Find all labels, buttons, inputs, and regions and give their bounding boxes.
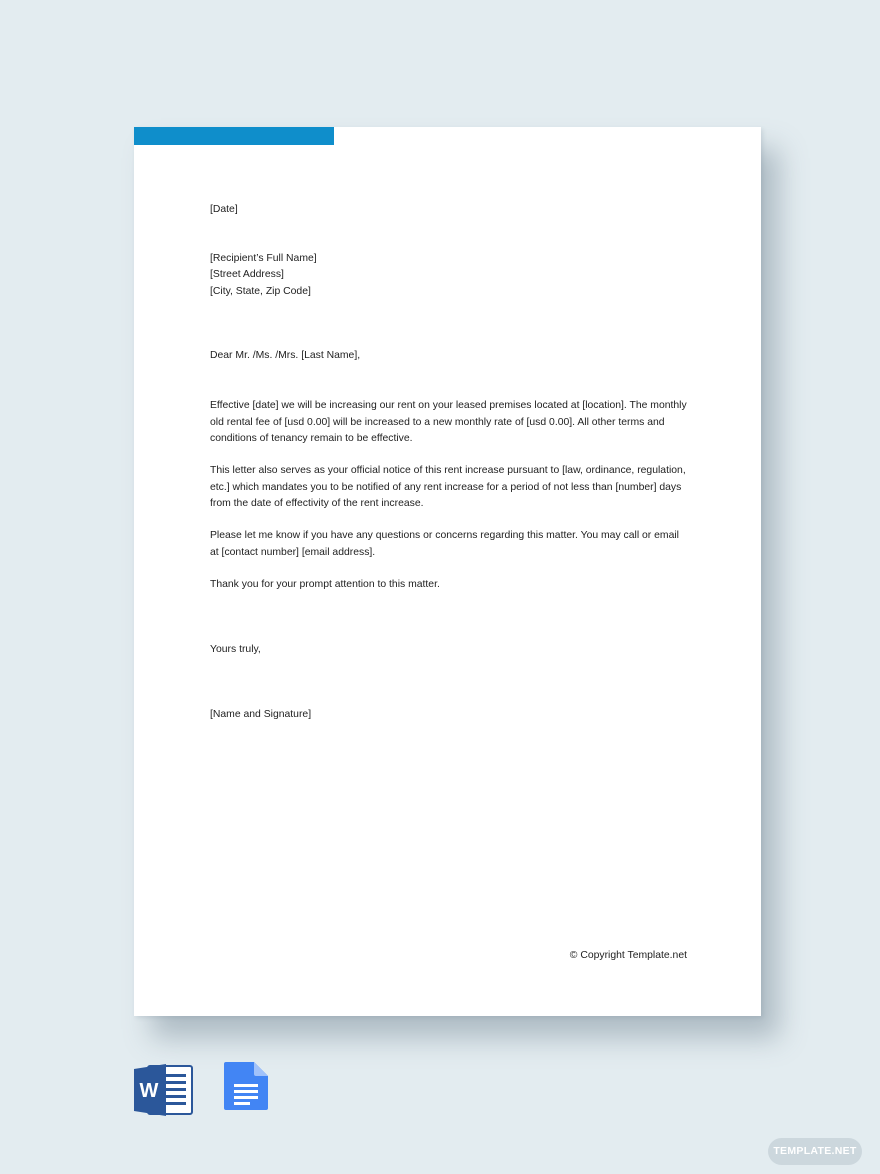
accent-bar [134, 127, 334, 145]
letter-date: [Date] [210, 204, 238, 215]
closing: Yours truly, [210, 644, 261, 655]
letter-page [134, 127, 761, 1016]
paragraph-1: Effective [date] we will be increasing our rent on your leased premises located at [location]. The monthly old rental fee of [usd 0.00] will be increased to a new monthly rate of [usd 0.00]. All other terms and conditions of tenancy remain to be effective. [210, 400, 687, 444]
recipient-name: [Recipient’s Full Name] [210, 253, 317, 264]
template-net-badge[interactable]: TEMPLATE.NET [768, 1138, 862, 1165]
paragraph-3: Please let me know if you have any questions or concerns regarding this matter. You may call or email at [contact number] [email address]. [210, 530, 679, 558]
paragraph-4: Thank you for your prompt attention to this matter. [210, 579, 440, 590]
salutation: Dear Mr. /Ms. /Mrs. [Last Name], [210, 350, 361, 361]
recipient-street: [Street Address] [210, 269, 284, 280]
google-docs-icon[interactable] [224, 1062, 268, 1110]
signature: [Name and Signature] [210, 709, 312, 720]
word-icon[interactable] [134, 1062, 194, 1118]
word-icon-letter: W [139, 1080, 159, 1102]
copyright-notice: © Copyright Template.net [569, 950, 687, 961]
paragraph-2: This letter also serves as your official notice of this rent increase pursuant to [law, ordinance, regulation, etc.] which mandates you to be notified of any rent increase for a period of not less than [number] days from the date of effectivity of the rent increase. [210, 465, 686, 509]
recipient-city: [City, State, Zip Code] [210, 286, 311, 297]
